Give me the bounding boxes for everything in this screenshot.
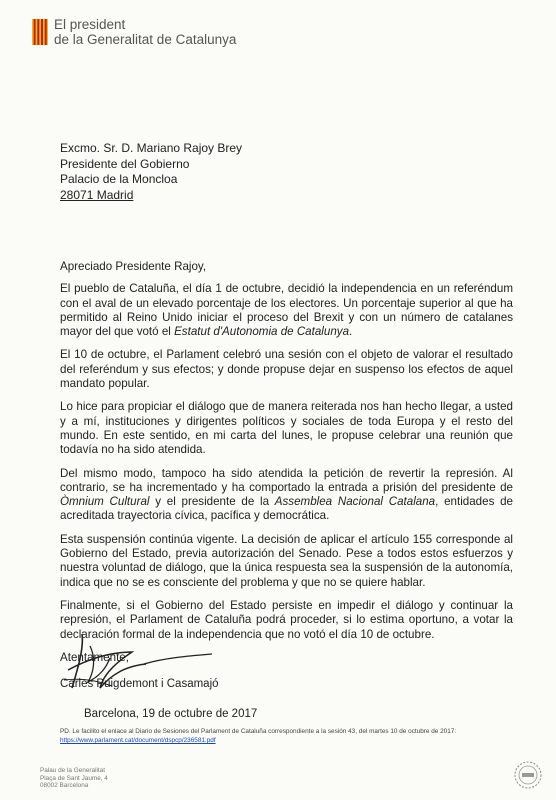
- recipient-title: Presidente del Gobierno: [60, 156, 190, 171]
- footer-line-3: 08002 Barcelona: [40, 782, 89, 790]
- letter-date: Barcelona, 19 de octubre de 2017: [84, 708, 258, 720]
- letterhead: [54, 17, 236, 47]
- paragraph-1-text-b: .: [349, 325, 353, 339]
- postscript-link[interactable]: https://www.parlament.cat/document/dspcp/236581.pdf: [60, 737, 216, 744]
- footer-line-2: Plaça de Sant Jaume, 4: [40, 774, 108, 782]
- seal-icon: [513, 760, 543, 790]
- postscript: [60, 727, 526, 745]
- paragraph-4-text-c: , entidades de acreditada trayectoria cívica, pacífica y democrática.: [60, 495, 513, 523]
- postscript-text: PD. Le facilito el enlace al Diario de Sesiones del Parlament de Cataluña correspondiente a la sesión 43, del martes 10 de octubre de 2017:: [60, 728, 457, 735]
- paragraph-1-emphasis: Estatut d'Autonomia de Catalunya: [174, 325, 350, 339]
- paragraph-1-text-a: El pueblo de Cataluña, el día 1 de octubre, decidió la independencia en un referéndum con el aval de un elevado porcentaje de los electores. Un porcentaje superior al que ha permitido al Reino Unido iniciar el proceso del Brexit y con un número de catalanes mayor del que votó el: [60, 282, 513, 339]
- recipient-name: Excmo. Sr. D. Mariano Rajoy Brey: [60, 141, 243, 155]
- paragraph-5: Esta suspensión continúa vigente. La decisión de aplicar el artículo 155 corresponde al Gobierno del Estado, previa autorización del Senado. Pese a todos estos esfuerzos y nuestra voluntad de diálogo, que la única respuesta sea la suspensión de la autonomía, indica que no se es consciente del problema y que no se quiere hablar.: [60, 532, 513, 589]
- closing: Atentamente,: [60, 650, 129, 664]
- senyera-logo-icon: [32, 19, 48, 45]
- signer-name: Carles Puigdemont i Casamajó: [60, 678, 219, 690]
- paragraph-3: Lo hice para propiciar el diálogo que de manera reiterada nos han hecho llegar, a usted y a mí, instituciones y dirigentes políticos y sociales de toda Europa y el resto del mundo. En este sentido, en mi carta del lunes, le propuse celebrar una reunión que todavía no ha sido atendida.: [60, 400, 513, 457]
- paragraph-1: [60, 282, 513, 339]
- paragraph-4-emphasis-2: Assemblea Nacional Catalana: [274, 495, 436, 509]
- paragraph-4: [60, 467, 513, 524]
- letterhead-line-1: El president: [54, 17, 126, 32]
- greeting: Apreciado Presidente Rajoy,: [60, 260, 207, 273]
- paragraph-2: El 10 de octubre, el Parlament celebró una sesión con el objeto de valorar el resultado del referéndum y sus efectos; y donde propuse dejar en suspenso los efectos de aquel mandato popular.: [60, 348, 513, 391]
- footer-address: [40, 767, 108, 790]
- recipient-building: Palacio de la Moncloa: [60, 172, 178, 186]
- letter-body: [60, 260, 513, 677]
- paragraph-4-text-a: Del mismo modo, tampoco ha sido atendida la petición de revertir la represión. Al contrario, se ha incrementado y ha comportado la entrada a prisión del presidente de: [60, 466, 513, 494]
- paragraph-4-emphasis-1: Òmnium Cultural: [60, 495, 150, 509]
- letterhead-line-2: de la Generalitat de Catalunya: [54, 32, 237, 47]
- recipient-address: [60, 141, 242, 203]
- paragraph-4-text-b: y el presidente de la: [149, 495, 275, 509]
- recipient-city: 28071 Madrid: [60, 187, 134, 202]
- paragraph-6: Finalmente, si el Gobierno del Estado persiste en impedir el diálogo y continuar la represión, el Parlament de Cataluña podrá proceder, si lo estima oportuno, a votar la declaración formal de la independencia que no votó el día 10 de octubre.: [60, 598, 513, 641]
- footer-line-1: Palau de la Generalitat: [40, 767, 106, 774]
